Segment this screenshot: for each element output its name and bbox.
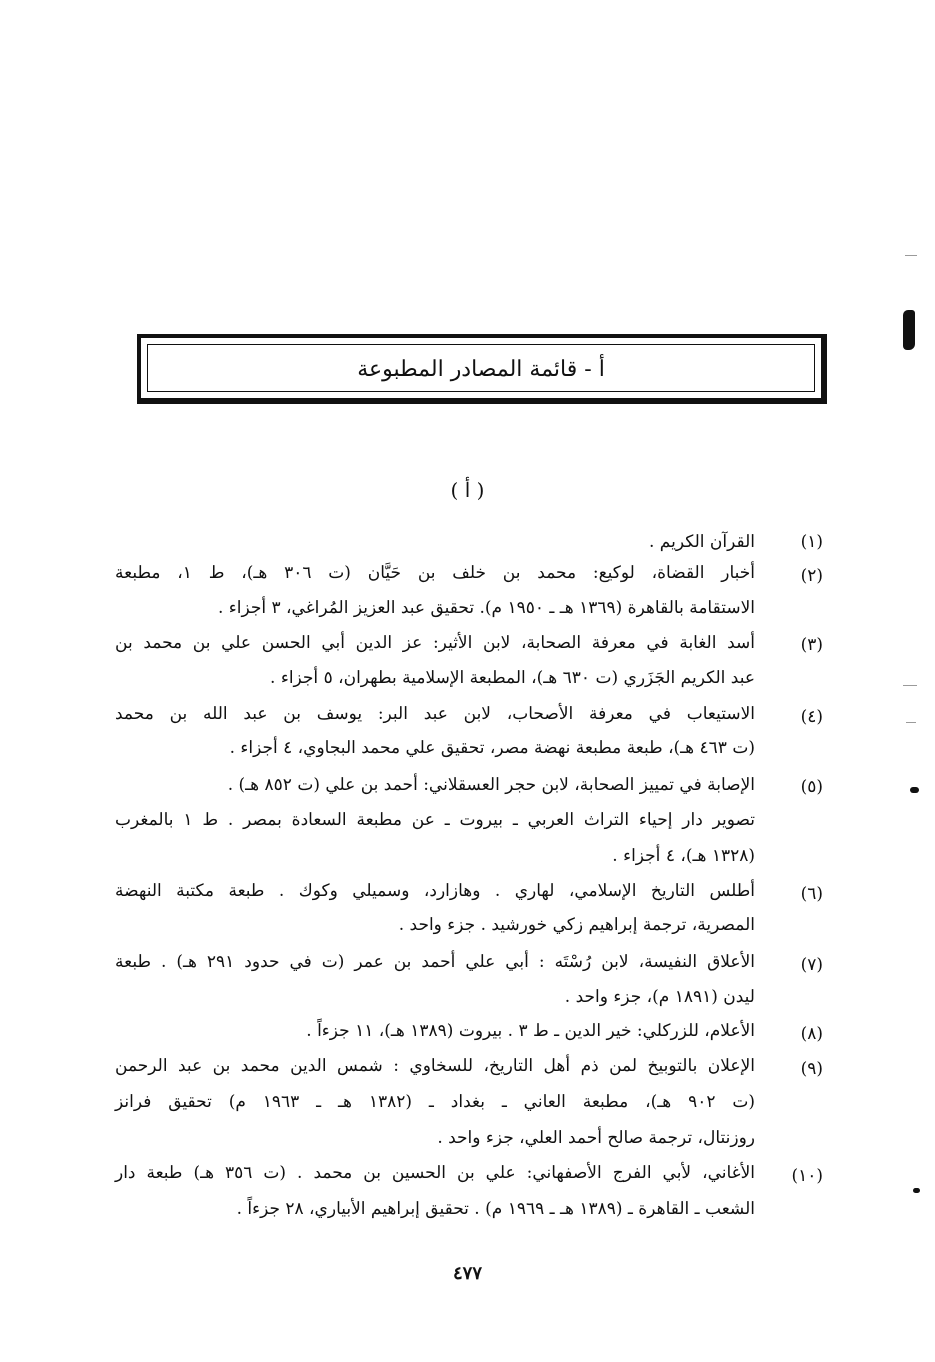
entry-line: أطلس التاريخ الإسلامي، لهاري . وهازارد، وسميلي وكوك . طبعة مكتبة النهضة [115, 881, 755, 901]
entry-line: روزنتال، ترجمة صالح أحمد العلي، جزء واحد . [437, 1128, 755, 1148]
heading-frame [137, 334, 827, 404]
scan-mark [906, 722, 916, 723]
entry-line: المصرية، ترجمة إبراهيم زكي خورشيد . جزء واحد . [398, 915, 755, 935]
entry-number: (٣) [800, 635, 823, 655]
entry-number: (٨) [800, 1024, 823, 1044]
entry-line: الشعب ـ القاهرة ـ (١٣٨٩ هـ ـ ١٩٦٩ م) . تحقيق إبراهيم الأبياري، ٢٨ جزءاً . [236, 1199, 755, 1219]
entry-line: أخبار القضاة، لوكيع: محمد بن خلف بن حَيَّان (ت ٣٠٦ هـ)، ط ١، مطبعة [115, 563, 756, 583]
heading-title: أ - قائمة المصادر المطبوعة [357, 357, 605, 382]
scan-mark [903, 685, 917, 686]
scan-mark [913, 1188, 920, 1193]
entry-line: الأعلاق النفيسة، لابن رُسْتَه : أبي علي أحمد بن عمر (ت في حدود ٢٩١ هـ) . طبعة [115, 952, 755, 972]
entry-number: (٦) [800, 884, 823, 904]
entry-line: ليدن (١٨٩١ م)، جزء واحد . [564, 987, 755, 1007]
entry-line: الاستقامة بالقاهرة (١٣٦٩ هـ ـ ١٩٥٠ م). تحقيق عبد العزيز المُراغي، ٣ أجزاء . [217, 598, 755, 618]
entry-line: الاستيعاب في معرفة الأصحاب، لابن عبد البر: يوسف بن عبد الله بن محمد [115, 704, 755, 724]
entry-line: تصوير دار إحياء التراث العربي ـ بيروت ـ عن مطبعة السعادة بمصر . ط ١ بالمغرب [115, 810, 755, 830]
entry-line: (١٣٢٨ هـ)، ٤ أجزاء . [612, 846, 755, 866]
entry-line: الأعلام، للزركلي: خير الدين ـ ط ٣ . بيروت (١٣٨٩ هـ)، ١١ جزءاً . [306, 1021, 755, 1041]
entry-number: (٧) [800, 955, 823, 975]
entry-line: القرآن الكريم . [648, 532, 755, 552]
section-letter: ( أ ) [450, 478, 485, 502]
entry-line: (ت ٩٠٢ هـ)، مطبعة العاني ـ بغداد ـ (١٣٨٢ هـ ـ ١٩٦٣ م) تحقيق فرانز [115, 1092, 756, 1112]
entry-line: عبد الكريم الجَزَري (ت ٦٣٠ هـ)، المطبعة الإسلامية بطهران، ٥ أجزاء . [270, 668, 755, 688]
entry-line: أسد الغابة في معرفة الصحابة، لابن الأثير: عز الدين أبي الحسن علي بن محمد بن [115, 633, 755, 653]
entry-number: (١٠) [791, 1166, 823, 1186]
page-number: ٤٧٧ [452, 1263, 482, 1284]
scan-mark [910, 787, 919, 793]
entry-number: (١) [800, 532, 823, 552]
entry-number: (٢) [800, 566, 823, 586]
entry-number: (٩) [800, 1059, 823, 1079]
scan-mark [905, 255, 917, 256]
scan-mark [903, 310, 915, 350]
entry-number: (٤) [800, 707, 823, 727]
entry-line: الإعلان بالتوبيخ لمن ذم أهل التاريخ، للسخاوي : شمس الدين محمد بن عبد الرحمن [115, 1056, 755, 1076]
entry-line: الأغاني، لأبي الفرج الأصفهاني: علي بن الحسين بن محمد . (ت ٣٥٦ هـ) طبعة دار [115, 1163, 755, 1183]
entry-line: (ت ٤٦٣ هـ)، طبعة مطبعة نهضة مصر، تحقيق علي محمد البجاوي، ٤ أجزاء . [229, 738, 755, 758]
entry-number: (٥) [800, 777, 823, 797]
entry-line: الإصابة في تمييز الصحابة، لابن حجر العسقلاني: أحمد بن علي (ت ٨٥٢ هـ) . [227, 775, 755, 795]
